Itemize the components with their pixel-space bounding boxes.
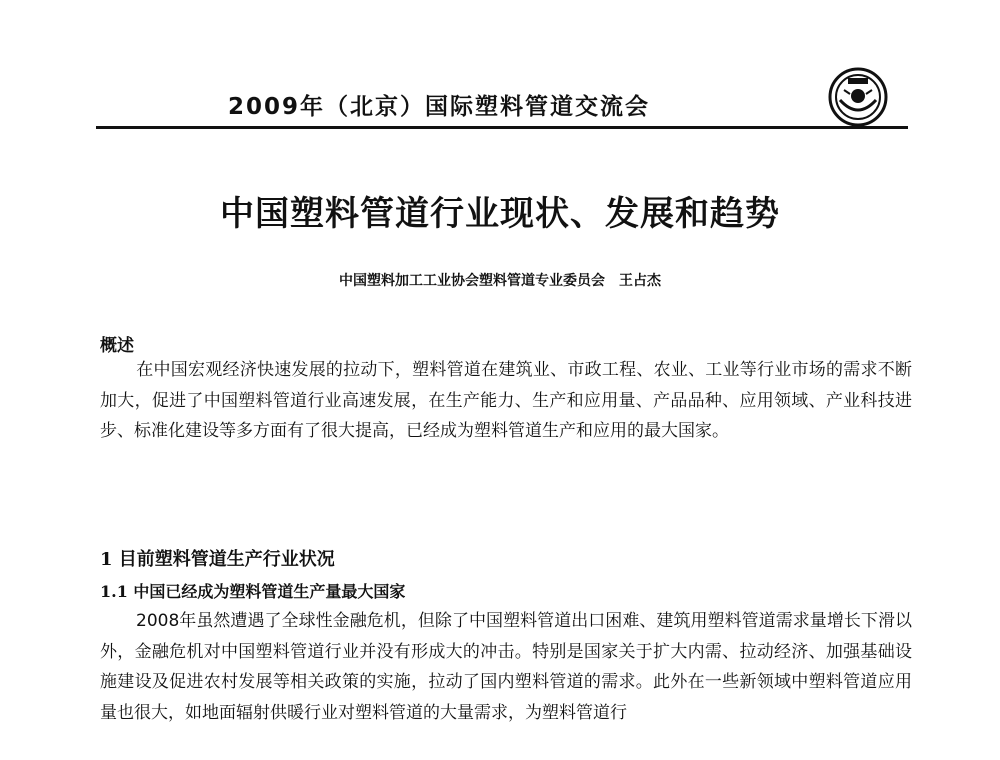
section-1-1-paragraph: [100, 606, 912, 728]
conference-logo-icon: [826, 66, 890, 128]
section-1-1-heading: 1.1 中国已经成为塑料管道生产量最大国家: [100, 582, 406, 601]
article-title: 中国塑料管道行业现状、发展和趋势: [220, 194, 780, 234]
conference-header-title: 2009年（北京）国际塑料管道交流会: [228, 94, 651, 120]
overview-heading: 概述: [100, 336, 134, 356]
overview-paragraph-text: 在中国宏观经济快速发展的拉动下，塑料管道在建筑业、市政工程、农业、工业等行业市场的需求不断加大，促进了中国塑料管道行业高速发展，在生产能力、生产和应用量、产品品种、应用领域、产业科技进步、标准化建设等多方面有了很大提高，已经成为塑料管道生产和应用的最大国家。: [100, 360, 912, 441]
author-line: 中国塑料加工工业协会塑料管道专业委员会 王占杰: [339, 273, 661, 289]
header-rule: [96, 126, 908, 129]
section-1-heading: 1 目前塑料管道生产行业状况: [100, 549, 335, 570]
section-1-1-paragraph-text: 2008年虽然遭遇了全球性金融危机，但除了中国塑料管道出口困难、建筑用塑料管道需求量增长下滑以外，金融危机对中国塑料管道行业并没有形成大的冲击。特别是国家关于扩大内需、拉动经济、加强基础设施建设及促进农村发展等相关政策的实施，拉动了国内塑料管道的需求。此外在一些新领域中塑料管道应用量也很大，如地面辐射供暖行业对塑料管道的大量需求，为塑料管道行: [100, 611, 912, 723]
overview-paragraph: [100, 355, 912, 447]
